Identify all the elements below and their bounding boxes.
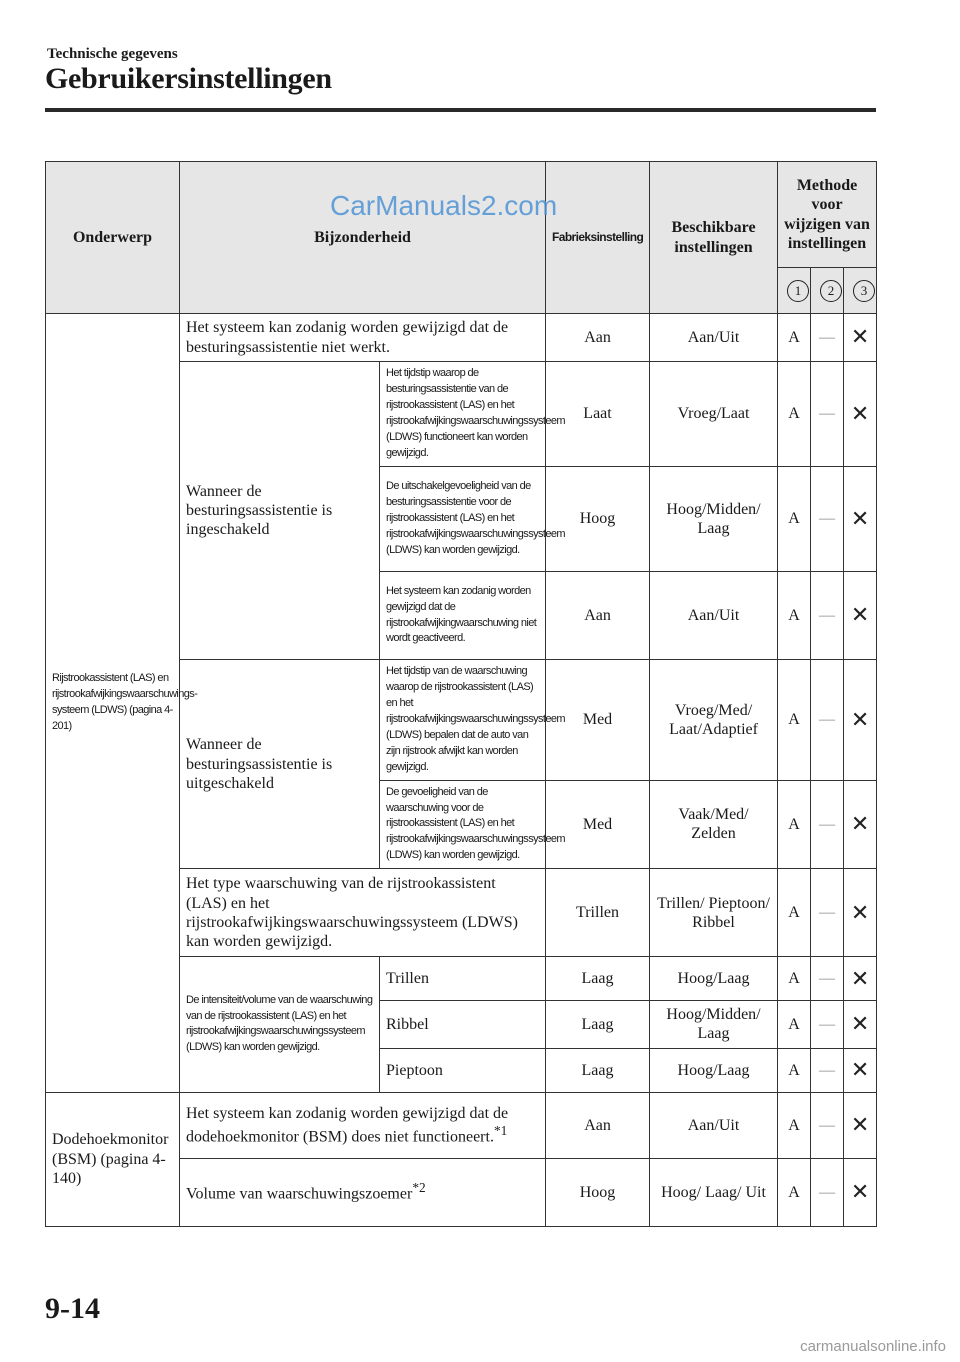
- row-item: Het systeem kan zodanig worden gewijzigd dat de besturingsassistentie niet werkt.: [180, 314, 546, 362]
- row-options: Hoog/Laag: [650, 1048, 778, 1092]
- row-options: Aan/Uit: [650, 572, 778, 660]
- row-method-2: —: [811, 467, 844, 572]
- not-available-icon: ✕: [844, 1048, 877, 1092]
- row-method-2: —: [811, 572, 844, 660]
- row-method-1: A: [778, 1092, 811, 1158]
- row-default: Laat: [546, 362, 650, 467]
- row-method-1: A: [778, 869, 811, 957]
- section-label: Technische gegevens: [47, 46, 178, 62]
- row-options: Hoog/Laag: [650, 957, 778, 1001]
- title-rule: [45, 108, 876, 112]
- header-method-2: 2: [811, 268, 844, 314]
- not-available-icon: ✕: [844, 572, 877, 660]
- row-method-1: A: [778, 1048, 811, 1092]
- header-method-3: 3: [844, 268, 877, 314]
- row-method-1: A: [778, 572, 811, 660]
- settings-table: [45, 161, 877, 1227]
- row-item: De uitschakelgevoeligheid van de besturingsassistentie voor de rijstrookassistent (LAS) en het rijstrookafwijkingswaarschuwingssysteem (LDWS) kan worden gewijzigd.: [380, 467, 546, 572]
- row-options: Vaak/Med/ Zelden: [650, 780, 778, 869]
- row-method-2: —: [811, 660, 844, 781]
- not-available-icon: ✕: [844, 314, 877, 362]
- header-fabrieksinstelling: Fabrieksinstelling: [546, 162, 650, 314]
- row-item: De gevoeligheid van de waarschuwing voor de rijstrookassistent (LAS) en het rijstrookafwijkingswaarschuwingssysteem (LDWS) kan worden gewijzigd.: [380, 780, 546, 869]
- not-available-icon: ✕: [844, 780, 877, 869]
- row-item: Ribbel: [380, 1001, 546, 1048]
- row-method-2: —: [811, 1092, 844, 1158]
- row-method-2: —: [811, 1048, 844, 1092]
- row-method-1: A: [778, 467, 811, 572]
- footnote-marker: *2: [412, 1180, 426, 1196]
- row-item: Het type waarschuwing van de rijstrookassistent (LAS) en het rijstrookafwijkingswaarschuwingssysteem (LDWS) kan worden gewijzigd.: [180, 869, 546, 957]
- row-default: Med: [546, 780, 650, 869]
- watermark-logo: CarManuals2.com: [330, 190, 558, 221]
- row-item: Volume van waarschuwingszoemer$^{*2}$: [180, 1158, 546, 1226]
- group-las: Rijstrookassistent (LAS) en rijstrookafwijkingswaarschuwings-systeem (LDWS) (pagina 4-201): [46, 314, 180, 1093]
- row-options: Vroeg/Med/ Laat/Adaptief: [650, 660, 778, 781]
- row-method-2: —: [811, 780, 844, 869]
- row-item: Het tijdstip waarop de besturingsassistentie van de rijstrookassistent (LAS) en het rijstrookafwijkingswaarschuwingssysteem (LDWS) functioneert kan worden gewijzigd.: [380, 362, 546, 467]
- header-methode: Methode voor wijzigen van instellingen: [778, 162, 877, 268]
- not-available-icon: ✕: [844, 1001, 877, 1048]
- not-available-icon: ✕: [844, 467, 877, 572]
- not-available-icon: ✕: [844, 1158, 877, 1226]
- row-method-1: A: [778, 314, 811, 362]
- not-available-icon: ✕: [844, 869, 877, 957]
- footnote-marker: *1: [493, 1122, 508, 1138]
- row-default: Aan: [546, 572, 650, 660]
- row-method-2: —: [811, 314, 844, 362]
- group-uitgeschakeld: Wanneer de besturingsassistentie is uitgeschakeld: [180, 660, 380, 869]
- page-number: 9-14: [45, 1292, 100, 1325]
- header-bijzonderheid: Bijzonderheid: [180, 162, 546, 314]
- row-default: Hoog: [546, 1158, 650, 1226]
- row-options: Hoog/Midden/ Laag: [650, 467, 778, 572]
- group-intensiteit: De intensiteit/volume van de waarschuwing van de rijstrookassistent (LAS) en het rijstrookafwijkingswaarschuwingssysteem (LDWS) kan worden gewijzigd.: [180, 957, 380, 1092]
- row-options: Aan/Uit: [650, 1092, 778, 1158]
- group-bsm: Dodehoekmonitor (BSM) (pagina 4-140): [46, 1092, 180, 1226]
- row-default: Aan: [546, 314, 650, 362]
- row-method-2: —: [811, 362, 844, 467]
- not-available-icon: ✕: [844, 362, 877, 467]
- not-available-icon: ✕: [844, 1092, 877, 1158]
- row-item: Het systeem kan zodanig worden gewijzigd dat de dodehoekmonitor (BSM) does niet functioneert.$^{*1}$: [180, 1092, 546, 1158]
- source-watermark: carmanualsonline.info: [800, 1338, 946, 1355]
- row-method-2: —: [811, 957, 844, 1001]
- row-method-2: —: [811, 869, 844, 957]
- row-method-1: A: [778, 1001, 811, 1048]
- header-method-1: 1: [778, 268, 811, 314]
- row-default: Hoog: [546, 467, 650, 572]
- row-method-2: —: [811, 1158, 844, 1226]
- not-available-icon: ✕: [844, 957, 877, 1001]
- row-options: Hoog/Midden/ Laag: [650, 1001, 778, 1048]
- row-options: Aan/Uit: [650, 314, 778, 362]
- row-default: Laag: [546, 1001, 650, 1048]
- row-default: Med: [546, 660, 650, 781]
- row-item: Trillen: [380, 957, 546, 1001]
- group-ingeschakeld: Wanneer de besturingsassistentie is ingeschakeld: [180, 362, 380, 660]
- not-available-icon: ✕: [844, 660, 877, 781]
- row-options: Hoog/ Laag/ Uit: [650, 1158, 778, 1226]
- row-method-1: A: [778, 362, 811, 467]
- row-method-1: A: [778, 660, 811, 781]
- row-default: Laag: [546, 957, 650, 1001]
- page-title: Gebruikersinstellingen: [45, 62, 332, 95]
- row-method-1: A: [778, 1158, 811, 1226]
- row-default: Trillen: [546, 869, 650, 957]
- row-options: Trillen/ Pieptoon/ Ribbel: [650, 869, 778, 957]
- row-item: Het tijdstip van de waarschuwing waarop de rijstrookassistent (LAS) en het rijstrookafwijkingswaarschuwingssysteem (LDWS) bepalen dat de auto van zijn rijstrook afwijkt kan worden gewijzigd.: [380, 660, 546, 781]
- row-default: Aan: [546, 1092, 650, 1158]
- row-method-2: —: [811, 1001, 844, 1048]
- row-method-1: A: [778, 957, 811, 1001]
- header-onderwerp: Onderwerp: [46, 162, 180, 314]
- row-item: Pieptoon: [380, 1048, 546, 1092]
- header-beschikbare: Beschikbare instellingen: [650, 162, 778, 314]
- row-default: Laag: [546, 1048, 650, 1092]
- row-method-1: A: [778, 780, 811, 869]
- row-options: Vroeg/Laat: [650, 362, 778, 467]
- row-item: Het systeem kan zodanig worden gewijzigd dat de rijstrookafwijkingwaarschuwing niet wordt geactiveerd.: [380, 572, 546, 660]
